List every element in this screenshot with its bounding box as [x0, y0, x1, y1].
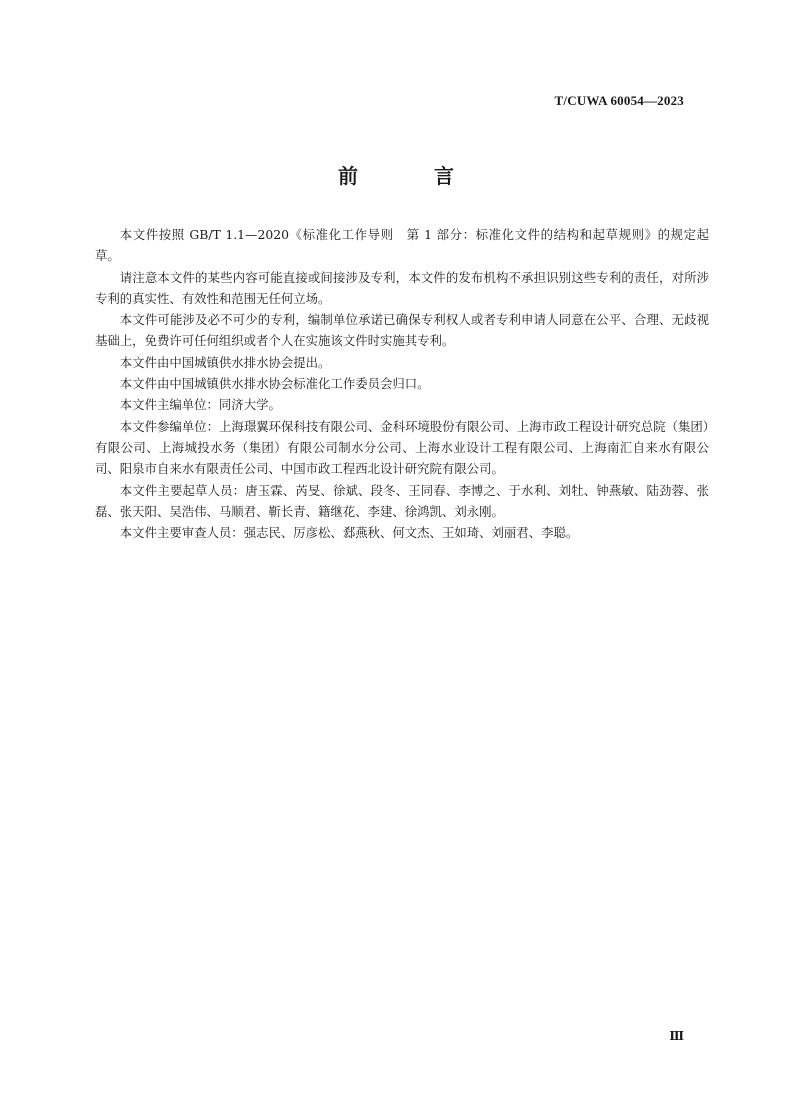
standard-code: T/CUWA 60054—2023 [554, 93, 684, 108]
paragraph-patent-commitment: 本文件可能涉及必不可少的专利，编制单位承诺已确保专利权人或者专利申请人同意在公平、合理、无歧视基础上，免费许可任何组织或者个人在实施该文件时实施其专利。 [95, 312, 709, 349]
page-title: 前 言 [338, 164, 482, 188]
paragraph-reviewers: 本文件主要审查人员：强志民、厉彦松、郄燕秋、何文杰、王如琦、刘丽君、李聪。 [119, 525, 579, 541]
paragraph-drafting-rules: 本文件按照 GB/T 1.1—2020《标准化工作导则 第 1 部分：标准化文件的结构和起草规则》的规定起草。 [95, 227, 709, 264]
paragraph-patent-notice: 请注意本文件的某些内容可能直接或间接涉及专利，本文件的发布机构不承担识别这些专利的责任，对所涉专利的真实性、有效性和范围无任何立场。 [95, 269, 709, 306]
page-number: Ⅲ [669, 1029, 684, 1043]
paragraph-administrator: 本文件由中国城镇供水排水协会标准化工作委员会归口。 [119, 376, 430, 392]
paragraph-drafters: 本文件主要起草人员：唐玉霖、芮旻、徐斌、段冬、王同春、李博之、于水利、刘牡、钟燕敏、陆劲蓉、张磊、张天阳、吴浩伟、马顺君、靳长青、籍继花、李建、徐鸿凯、刘永刚。 [95, 482, 709, 519]
paragraph-participating-units: 本文件参编单位：上海璟翼环保科技有限公司、金科环境股份有限公司、上海市政工程设计研究总院（集团）有限公司、上海城投水务（集团）有限公司制水分公司、上海水业设计工程有限公司、上海南汇自来水有限公司、阳泉市自来水有限责任公司、中国市政工程西北设计研究院有限公司。 [95, 418, 709, 477]
foreword-body [95, 224, 709, 543]
paragraph-chief-editor: 本文件主编单位：同济大学。 [119, 397, 281, 413]
paragraph-proposer: 本文件由中国城镇供水排水协会提出。 [119, 354, 331, 370]
